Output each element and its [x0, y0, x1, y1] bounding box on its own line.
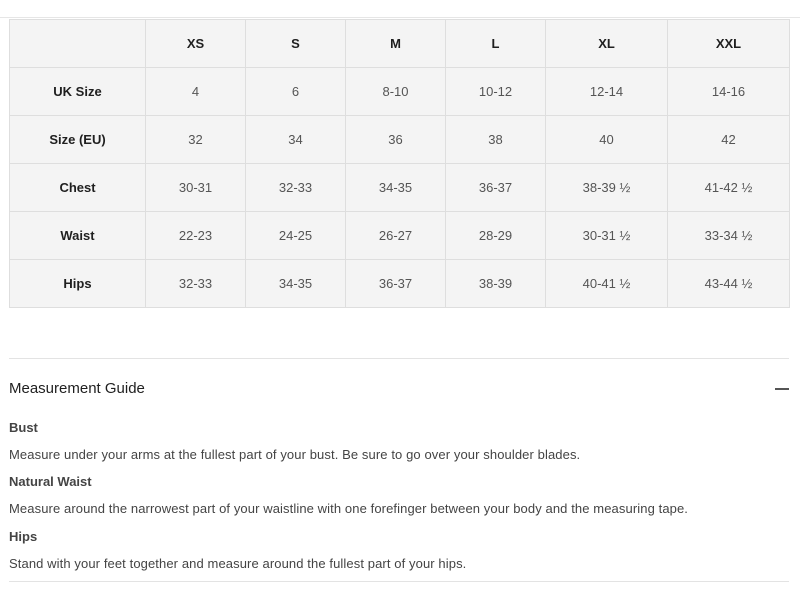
row-label-waist: Waist	[10, 212, 146, 260]
table-cell: 38	[446, 116, 546, 164]
column-header-l: L	[446, 20, 546, 68]
table-cell: 6	[246, 68, 346, 116]
column-header-xxl: XXL	[668, 20, 790, 68]
guide-text-natural-waist: Measure around the narrowest part of your waistline with one forefinger between your body and the measuring tape.	[9, 501, 689, 516]
guide-bottom-divider	[9, 581, 789, 582]
column-header-s: S	[246, 20, 346, 68]
table-cell: 10-12	[446, 68, 546, 116]
guide-heading-bust: Bust	[9, 420, 38, 435]
table-row	[10, 260, 790, 308]
column-header-xs: XS	[146, 20, 246, 68]
table-cell: 36-37	[346, 260, 446, 308]
row-label-uk-size: UK Size	[10, 68, 146, 116]
table-cell: 34	[246, 116, 346, 164]
guide-heading-natural-waist: Natural Waist	[9, 474, 92, 489]
column-header-m: M	[346, 20, 446, 68]
top-divider	[0, 17, 800, 18]
table-cell: 14-16	[668, 68, 790, 116]
table-row	[10, 164, 790, 212]
table-cell: 24-25	[246, 212, 346, 260]
table-row	[10, 68, 790, 116]
table-cell: 43-44 ½	[668, 260, 790, 308]
table-cell: 32-33	[146, 260, 246, 308]
column-header-xl: XL	[546, 20, 668, 68]
table-row	[10, 212, 790, 260]
guide-text-hips: Stand with your feet together and measure around the fullest part of your hips.	[9, 556, 467, 571]
table-cell: 4	[146, 68, 246, 116]
table-cell: 30-31 ½	[546, 212, 668, 260]
table-cell: 40-41 ½	[546, 260, 668, 308]
table-cell: 33-34 ½	[668, 212, 790, 260]
table-cell: 36	[346, 116, 446, 164]
size-chart-table	[9, 19, 790, 308]
table-cell: 34-35	[246, 260, 346, 308]
table-cell: 22-23	[146, 212, 246, 260]
table-cell: 26-27	[346, 212, 446, 260]
table-cell: 42	[668, 116, 790, 164]
table-cell: 12-14	[546, 68, 668, 116]
row-label-hips: Hips	[10, 260, 146, 308]
minus-icon[interactable]	[775, 388, 789, 390]
measurement-guide-title[interactable]: Measurement Guide	[9, 380, 145, 397]
table-cell: 34-35	[346, 164, 446, 212]
table-cell: 30-31	[146, 164, 246, 212]
table-cell: 28-29	[446, 212, 546, 260]
table-cell: 38-39 ½	[546, 164, 668, 212]
table-cell: 8-10	[346, 68, 446, 116]
row-label-size-eu: Size (EU)	[10, 116, 146, 164]
table-cell: 36-37	[446, 164, 546, 212]
table-header-row	[10, 20, 790, 68]
table-cell: 41-42 ½	[668, 164, 790, 212]
table-row	[10, 116, 790, 164]
guide-text-bust: Measure under your arms at the fullest part of your bust. Be sure to go over your shoulder blades.	[9, 447, 581, 462]
table-cell: 40	[546, 116, 668, 164]
row-label-chest: Chest	[10, 164, 146, 212]
table-cell: 32-33	[246, 164, 346, 212]
table-cell: 32	[146, 116, 246, 164]
table-corner-cell	[10, 20, 146, 68]
table-cell: 38-39	[446, 260, 546, 308]
guide-heading-hips: Hips	[9, 529, 38, 544]
guide-top-divider	[9, 358, 789, 359]
